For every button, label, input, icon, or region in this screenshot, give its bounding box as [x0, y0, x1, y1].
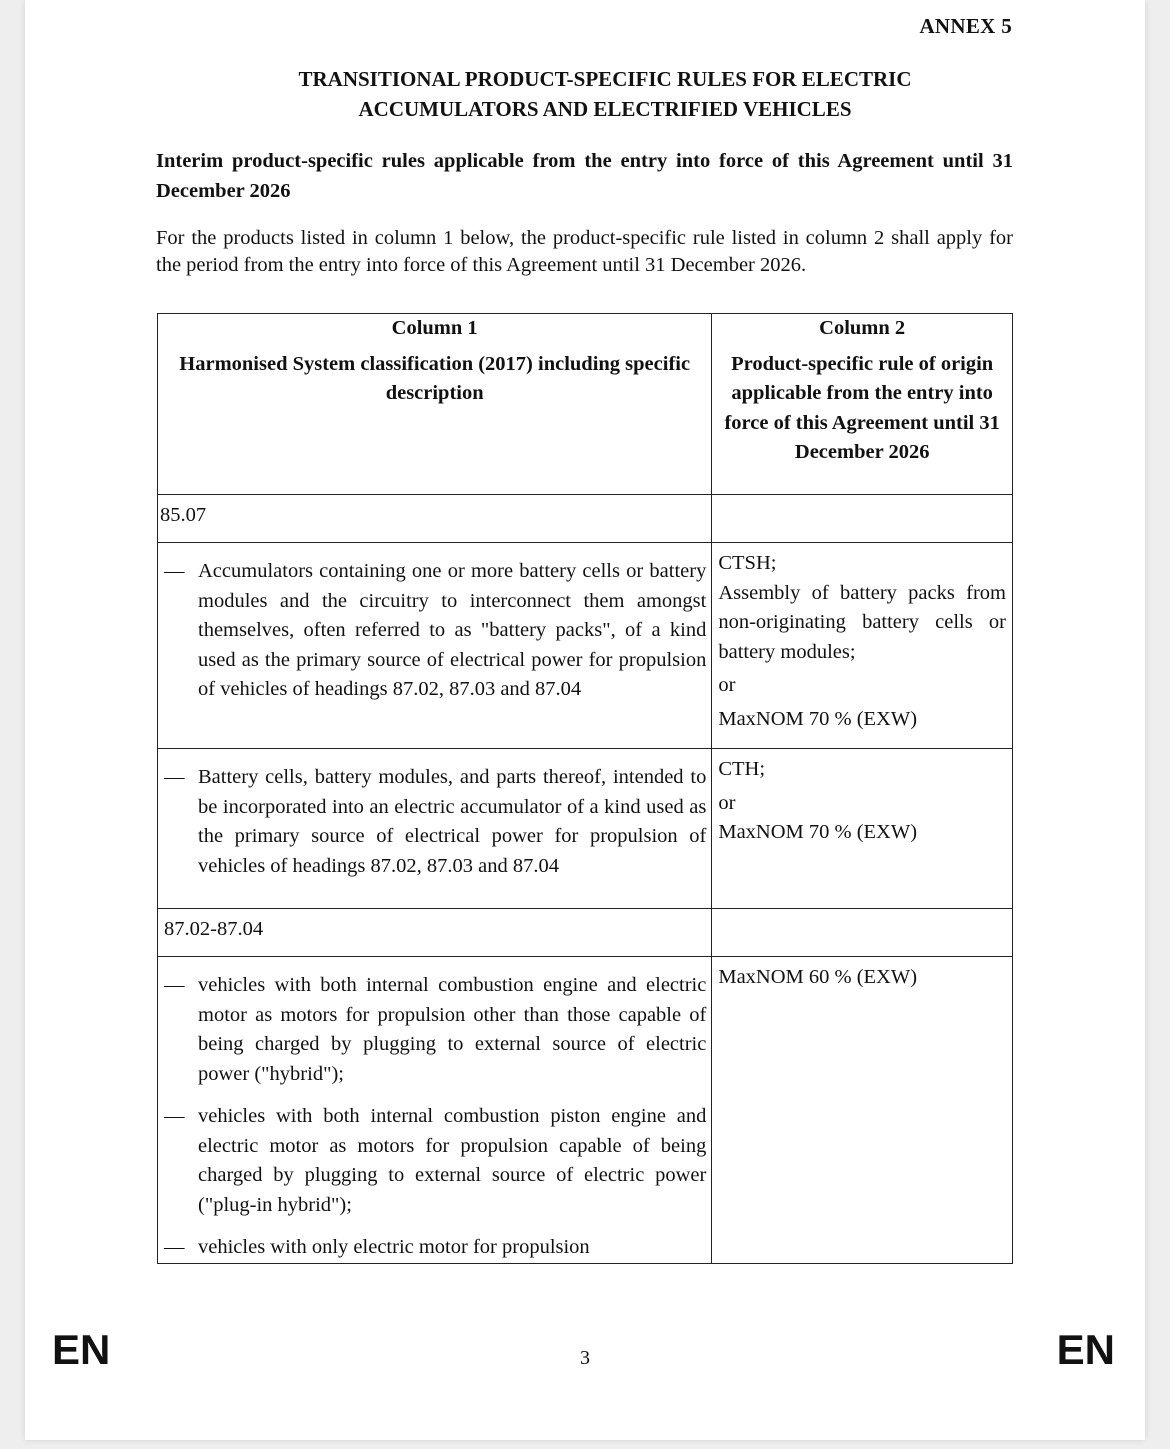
product-description-cell	[158, 543, 712, 749]
page-number: 3	[580, 1347, 590, 1369]
rule-cell	[712, 749, 1013, 909]
title-line-2: ACCUMULATORS AND ELECTRIFIED VEHICLES	[358, 97, 852, 121]
hs-heading-85-07: 85.07	[158, 495, 712, 543]
indent-item	[158, 1233, 711, 1263]
table-row	[158, 957, 1013, 1264]
table-row	[158, 749, 1013, 909]
rule-text: MaxNOM 70 % (EXW)	[718, 821, 918, 843]
indent-item	[158, 557, 711, 705]
indent-item	[158, 1102, 711, 1220]
column-2-header	[712, 314, 1013, 495]
column-2-title: Column 2	[819, 317, 906, 339]
rule-or: or	[718, 791, 736, 814]
dash-marker: —	[164, 974, 185, 996]
indent-item	[158, 971, 711, 1089]
dash-marker: —	[164, 1105, 185, 1127]
language-code-right: EN	[1056, 1326, 1115, 1373]
indent-item	[158, 763, 711, 881]
empty-rule-cell	[712, 909, 1013, 957]
rule-text: CTSH;	[718, 552, 777, 574]
dash-marker: —	[164, 1236, 185, 1258]
product-description: vehicles with both internal combustion engine and electric motor as motors for propulsion other than those capable of being charged by plugging to external source of electric power ("hybrid");	[198, 974, 707, 1085]
column-1-title: Column 1	[391, 317, 478, 339]
column-1-header	[158, 314, 712, 495]
product-description-cell	[158, 749, 712, 909]
product-description-cell	[158, 957, 712, 1264]
rule-text: Assembly of battery packs from non-originating battery cells or battery modules;	[718, 581, 1006, 663]
document-page	[25, 0, 1145, 1440]
language-code-left: EN	[52, 1326, 111, 1373]
empty-rule-cell	[712, 495, 1013, 543]
table-header-row	[158, 314, 1013, 495]
annex-label: ANNEX 5	[919, 14, 1012, 38]
column-2-description: Product-specific rule of origin applicable from the entry into force of this Agreement until 31 December 2026	[724, 352, 1000, 463]
rules-table	[157, 313, 1013, 1264]
rule-cell	[712, 957, 1013, 1264]
document-title	[165, 64, 1045, 124]
rule-text: MaxNOM 70 % (EXW)	[718, 707, 918, 730]
table-row	[158, 495, 1013, 543]
table-row	[158, 909, 1013, 957]
dash-marker: —	[164, 766, 185, 788]
intro-paragraph: For the products listed in column 1 below, the product-specific rule listed in column 2 shall apply for the period from the entry into force of this Agreement until 31 December 2026.	[156, 227, 1013, 276]
hs-heading-87-02-87-04: 87.02-87.04	[158, 909, 712, 957]
column-1-description: Harmonised System classification (2017) including specific description	[179, 352, 691, 404]
section-subtitle: Interim product-specific rules applicable from the entry into force of this Agreement until 31 December 2026	[156, 150, 1013, 202]
product-description: Battery cells, battery modules, and parts thereof, intended to be incorporated into an electric accumulator of a kind used as the primary source of electrical power for propulsion of vehicles of headings 87.02, 87.03 and 87.04	[198, 766, 707, 877]
product-description: vehicles with both internal combustion piston engine and electric motor as motors for propulsion capable of being charged by plugging to external source of electric power ("plug-in hybrid");	[198, 1105, 707, 1216]
rule-text: MaxNOM 60 % (EXW)	[718, 966, 918, 988]
title-line-1: TRANSITIONAL PRODUCT-SPECIFIC RULES FOR ELECTRIC	[298, 67, 912, 91]
rule-text: CTH;	[718, 758, 766, 780]
dash-marker: —	[164, 560, 185, 582]
rule-cell	[712, 543, 1013, 749]
table-row	[158, 543, 1013, 749]
product-description: vehicles with only electric motor for propulsion	[198, 1236, 590, 1258]
product-description: Accumulators containing one or more battery cells or battery modules and the circuitry to interconnect them amongst themselves, often referred to as "battery packs", of a kind used as the primary source of electrical power for propulsion of vehicles of headings 87.02, 87.03 and 87.04	[198, 560, 707, 700]
rule-or: or	[718, 674, 736, 696]
